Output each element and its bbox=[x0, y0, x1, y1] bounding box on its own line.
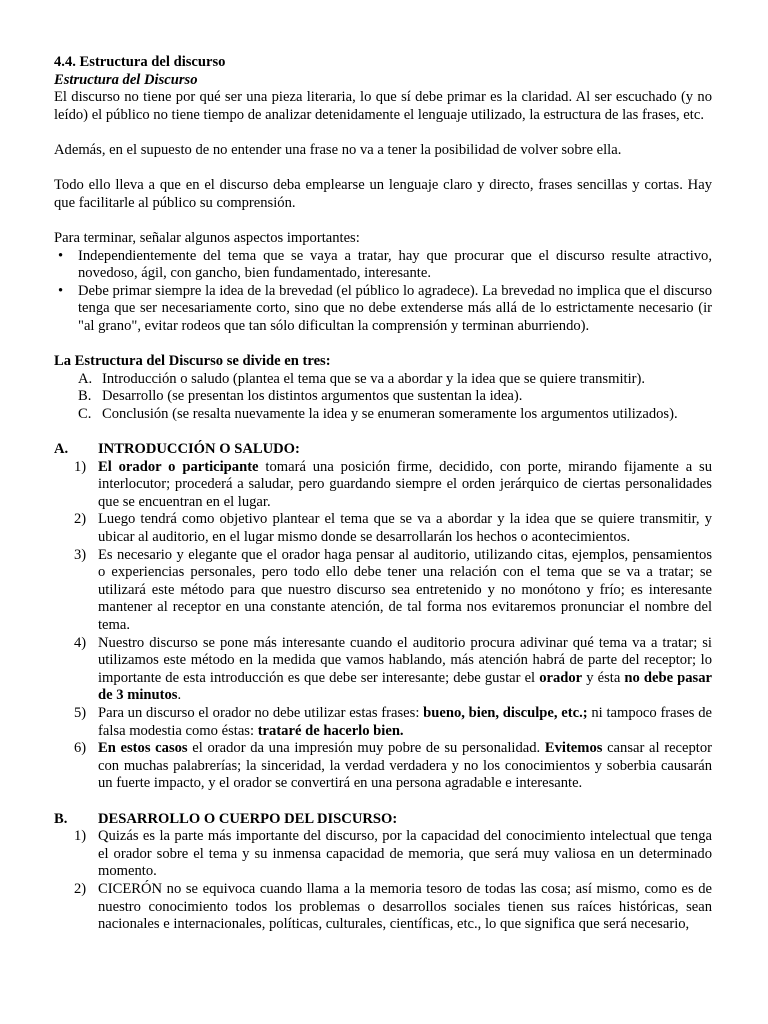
bullet-text: Debe primar siempre la idea de la brevedad (el público lo agradece). La brevedad no implica que el discurso tenga que ser necesariamente corto, sino que no debe extenderse más allá de lo estrictamente necesario (ir "al grano", evitar rodeos que tan sólo dificultan la comprensión y terminan aburriendo). bbox=[78, 282, 712, 334]
numbered-item bbox=[74, 459, 712, 512]
item-text: Introducción o saludo (plantea el tema que se va a abordar y la idea que se quiere transmitir). bbox=[102, 370, 645, 387]
section-a-title: INTRODUCCIÓN O SALUDO: bbox=[98, 441, 300, 458]
section-b-heading bbox=[54, 811, 712, 829]
structure-item bbox=[78, 388, 712, 406]
numbered-item bbox=[74, 881, 712, 934]
item-text: Conclusión (se resalta nuevamente la idea y se enumeran someramente los argumentos utilizados). bbox=[102, 405, 678, 422]
item-number: 6) bbox=[74, 740, 87, 757]
item-text: cansar al receptor con muchas palabrerías; la sinceridad, la verdad verdadera y no los conocimientos y soberbia causarán un fuerte impacto, y el orador se convertirá en una persona agradable e interesante. bbox=[98, 740, 713, 792]
structure-list bbox=[54, 371, 712, 424]
item-text: y ésta bbox=[582, 669, 625, 686]
bold-text: Evitemos bbox=[544, 740, 603, 757]
numbered-item bbox=[74, 740, 712, 793]
bold-text: bueno, bien, disculpe, etc.; bbox=[423, 704, 588, 721]
numbered-item bbox=[74, 635, 712, 705]
bullet-item bbox=[54, 248, 712, 283]
structure-title: La Estructura del Discurso se divide en tres: bbox=[54, 353, 331, 370]
item-text: Quizás es la parte más importante del discurso, por la capacidad del conocimiento intelectual que tenga el orador sobre el tema y su inmensa capacidad de memoria, que será muy valiosa en un determinado momento. bbox=[98, 828, 712, 880]
bullet-marker: • bbox=[58, 282, 64, 299]
item-text: Es necesario y elegante que el orador haga pensar al auditorio, utilizando citas, ejemplos, pensamientos o experiencias personales, pero todo ello debe tener una relación con el tema que se va a tratar; se utilizará este método para que nuestro discurso sea entretenido y no monótono y frío; es interesante mantener al receptor en una constante atención, de tal forma nos evitaremos pronunciar el nombre del tema. bbox=[98, 546, 712, 633]
section-heading: 4.4. Estructura del discurso bbox=[54, 54, 226, 70]
numbered-item bbox=[74, 828, 712, 881]
bullet-item bbox=[54, 283, 712, 336]
section-a-letter: A. bbox=[54, 441, 69, 458]
item-text: Nuestro discurso se pone más interesante cuando el auditorio procura adivinar qué tema va a tratar; si utilizamos este método en la medida que vamos hablando, más atención habrá de parte del receptor; lo importante de esta introducción es que debe ser interesante; debe gustar el bbox=[98, 634, 712, 686]
bullet-marker: • bbox=[58, 247, 64, 264]
item-number: 1) bbox=[74, 458, 87, 475]
section-a-list bbox=[54, 459, 712, 793]
item-text: CICERÓN no se equivoca cuando llama a la memoria tesoro de todas las cosa; así mismo, como es de nuestro conocimiento todos los problemas o desarrollos sociales tienen sus raíces históricas, sean nacionales e internacionales, políticas, culturales, científicas, etc., lo que significa que será necesario, bbox=[98, 880, 712, 933]
bold-text: En estos casos bbox=[98, 740, 188, 757]
item-text: ni tampoco frases de falsa modestia como éstas: bbox=[98, 704, 713, 739]
paragraph-4: Para terminar, señalar algunos aspectos importantes: bbox=[54, 229, 360, 246]
item-number: 2) bbox=[74, 511, 87, 528]
item-marker: C. bbox=[78, 405, 92, 422]
item-marker: B. bbox=[78, 388, 92, 405]
item-text: . bbox=[177, 687, 182, 704]
numbered-item bbox=[74, 705, 712, 740]
bullet-list bbox=[54, 248, 712, 336]
item-number: 2) bbox=[74, 880, 87, 897]
bold-text: El orador o participante bbox=[98, 458, 259, 475]
item-text: Para un discurso el orador no debe utilizar estas frases: bbox=[98, 704, 424, 721]
item-number: 4) bbox=[74, 634, 87, 651]
item-text: el orador da una impresión muy pobre de su personalidad. bbox=[187, 740, 545, 757]
numbered-item bbox=[74, 547, 712, 635]
section-b-title: DESARROLLO O CUERPO DEL DISCURSO: bbox=[98, 810, 398, 827]
bullet-text: Independientemente del tema que se vaya a tratar, hay que procurar que el discurso resulte atractivo, novedoso, ágil, con gancho, bien fundamentado, interesante. bbox=[78, 247, 712, 282]
paragraph-3: Todo ello lleva a que en el discurso deba emplearse un lenguaje claro y directo, frases sencillas y cortas. Hay que facilitarle al público su comprensión. bbox=[54, 177, 712, 211]
paragraph-1: El discurso no tiene por qué ser una pieza literaria, lo que sí debe primar es la claridad. Al ser escuchado (y no leído) el público no tiene tiempo de analizar detenidamente el lenguaje utilizado, la estructura de las frases, etc. bbox=[54, 89, 712, 123]
item-text: Desarrollo (se presentan los distintos argumentos que sustentan la idea). bbox=[102, 388, 523, 405]
paragraph-2: Además, en el supuesto de no entender una frase no va a tener la posibilidad de volver sobre ella. bbox=[54, 141, 622, 158]
section-b-letter: B. bbox=[54, 810, 68, 827]
item-number: 5) bbox=[74, 704, 87, 721]
structure-item bbox=[78, 406, 712, 424]
structure-item bbox=[78, 371, 712, 389]
numbered-item bbox=[74, 511, 712, 546]
item-number: 3) bbox=[74, 546, 87, 563]
bold-text: orador bbox=[539, 669, 583, 686]
section-b-list bbox=[54, 828, 712, 934]
item-number: 1) bbox=[74, 828, 87, 845]
section-a-heading bbox=[54, 441, 712, 459]
bold-text: no debe pasar de 3 minutos bbox=[98, 669, 712, 704]
bold-text: trataré de hacerlo bien. bbox=[257, 722, 404, 739]
section-subheading: Estructura del Discurso bbox=[54, 71, 198, 88]
item-text: tomará una posición firme, decidido, con porte, mirando fijamente a su interlocutor; procederá a saludar, pero guardando siempre el orden jerárquico de ciertas personalidades que se encuentran en el lugar. bbox=[98, 458, 712, 510]
item-marker: A. bbox=[78, 370, 93, 387]
item-text: Luego tendrá como objetivo plantear el tema que se va a abordar y la idea que se quiere transmitir, y ubicar al auditorio, en el lugar mismo donde se desarrollarán los hechos o acontecimientos. bbox=[98, 511, 712, 546]
